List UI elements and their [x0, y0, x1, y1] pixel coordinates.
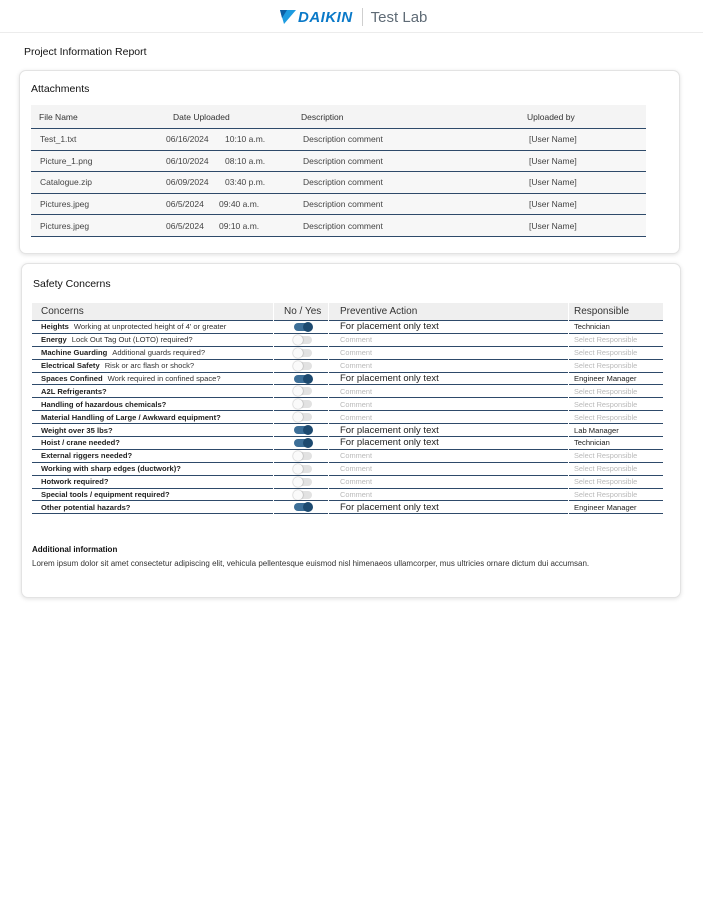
upload-date: 06/5/2024	[166, 220, 204, 231]
safety-concerns-table	[32, 303, 663, 514]
concern	[41, 411, 221, 423]
concern	[41, 437, 120, 449]
responsible-select[interactable]: Select Responsible	[574, 477, 638, 487]
responsible-select[interactable]: Engineer Manager	[574, 374, 637, 383]
concern	[41, 360, 194, 372]
concern	[41, 450, 132, 462]
concern-name: Working with sharp edges (ductwork)?	[41, 464, 181, 474]
concern-name: Hoist / crane needed?	[41, 438, 120, 448]
attachments-card	[19, 70, 680, 254]
upload-time: 08:10 a.m.	[225, 155, 266, 166]
yes-no-toggle[interactable]	[294, 503, 312, 511]
toggle-knob	[303, 502, 313, 512]
column-header-preventive-action: Preventive Action	[340, 306, 418, 317]
safety-concerns-title: Safety Concerns	[33, 278, 111, 290]
concern	[41, 398, 166, 410]
responsible-select[interactable]: Technician	[574, 322, 610, 332]
preventive-action-input[interactable]: For placement only text	[340, 501, 439, 513]
preventive-action-input[interactable]: For placement only text	[340, 437, 439, 449]
yes-no-toggle[interactable]	[294, 413, 312, 421]
attachments-table-header	[31, 105, 646, 129]
upload-date: 06/16/2024	[166, 134, 209, 145]
uploaded-by: [User Name]	[529, 177, 577, 188]
upload-date: 06/5/2024	[166, 199, 204, 210]
yes-no-toggle[interactable]	[294, 465, 312, 473]
upload-time: 09:10 a.m.	[219, 220, 260, 231]
responsible-select[interactable]: Engineer Manager	[574, 502, 637, 512]
yes-no-toggle[interactable]	[294, 400, 312, 408]
brand-name: DAIKIN	[298, 8, 353, 26]
file-name[interactable]: Pictures.jpeg	[40, 199, 90, 210]
toggle-knob	[293, 361, 303, 371]
uploaded-by: [User Name]	[529, 220, 577, 231]
table-row[interactable]	[31, 151, 646, 173]
toggle-knob	[293, 412, 303, 422]
concern-detail: Working at unprotected height of 4' or greater	[73, 322, 227, 332]
responsible-select[interactable]: Select Responsible	[574, 412, 638, 422]
concern	[41, 501, 130, 513]
uploaded-by: [User Name]	[529, 199, 577, 210]
concern-detail: Risk or arc flash or shock?	[104, 361, 195, 371]
responsible-select[interactable]: Select Responsible	[574, 348, 638, 358]
upload-time: 10:10 a.m.	[225, 134, 266, 145]
toggle-knob	[303, 438, 313, 448]
toggle-cell	[294, 360, 312, 372]
column-header-no-yes: No / Yes	[284, 306, 322, 317]
preventive-action-input[interactable]: Comment	[340, 335, 373, 345]
app-name: Test Lab	[370, 8, 428, 26]
column-header-responsible: Responsible	[574, 306, 630, 317]
concern-name: Spaces Confined	[41, 374, 103, 383]
toggle-cell	[294, 411, 312, 423]
uploaded-by: [User Name]	[529, 134, 577, 145]
column-header-concerns: Concerns	[41, 306, 84, 317]
preventive-action-input[interactable]: For placement only text	[340, 373, 439, 384]
daikin-logo-icon	[280, 9, 296, 25]
column-header-file-name[interactable]: File Name	[39, 111, 78, 122]
table-row[interactable]	[31, 172, 646, 194]
brand-divider	[362, 8, 363, 26]
column-header-uploaded-by[interactable]: Uploaded by	[527, 111, 575, 122]
concern-detail: Additional guards required?	[112, 348, 206, 358]
toggle-cell	[294, 476, 312, 488]
brand	[280, 6, 427, 28]
toggle-cell	[294, 450, 312, 462]
toggle-knob	[293, 451, 303, 461]
preventive-action-input[interactable]: Comment	[340, 348, 373, 358]
concern	[41, 347, 205, 359]
toggle-knob	[303, 374, 313, 384]
responsible-select[interactable]: Select Responsible	[574, 386, 638, 396]
additional-info-title: Additional information	[32, 545, 118, 554]
toggle-cell	[294, 321, 312, 333]
responsible-select[interactable]: Select Responsible	[574, 335, 638, 345]
table-row[interactable]	[31, 129, 646, 151]
yes-no-toggle[interactable]	[294, 426, 312, 434]
upload-date: 06/09/2024	[166, 177, 209, 188]
toggle-knob	[293, 477, 303, 487]
file-name[interactable]: Picture_1.png	[40, 155, 93, 166]
preventive-action-input[interactable]: For placement only text	[340, 321, 439, 333]
yes-no-toggle[interactable]	[294, 323, 312, 331]
concern-name: External riggers needed?	[41, 451, 133, 461]
yes-no-toggle[interactable]	[294, 439, 312, 447]
preventive-action-input[interactable]: Comment	[340, 477, 373, 487]
toggle-knob	[293, 464, 303, 474]
top-bar	[0, 0, 703, 33]
concern-name: Electrical Safety	[41, 361, 100, 371]
toggle-knob	[303, 425, 313, 435]
concern-name: Energy	[41, 335, 67, 345]
attachments-table	[31, 105, 646, 237]
yes-no-toggle[interactable]	[294, 478, 312, 486]
preventive-action-input[interactable]: Comment	[340, 464, 373, 474]
column-divider	[568, 303, 569, 516]
toggle-cell	[294, 437, 312, 449]
toggle-knob	[293, 348, 303, 358]
file-name[interactable]: Test_1.txt	[40, 134, 77, 145]
concern	[41, 321, 226, 333]
preventive-action-input[interactable]: Comment	[340, 386, 373, 396]
concern-name: Weight over 35 lbs?	[41, 425, 113, 435]
yes-no-toggle[interactable]	[294, 349, 312, 357]
preventive-action-input[interactable]: Comment	[340, 361, 373, 371]
upload-date: 06/10/2024	[166, 155, 209, 166]
responsible-select[interactable]: Lab Manager	[574, 425, 619, 435]
responsible-select[interactable]: Select Responsible	[574, 464, 638, 474]
file-name[interactable]: Catalogue.zip	[40, 177, 92, 188]
toggle-cell	[294, 463, 312, 475]
uploaded-by: [User Name]	[529, 155, 577, 166]
toggle-knob	[293, 399, 303, 409]
toggle-cell	[294, 373, 312, 385]
toggle-cell	[294, 398, 312, 410]
responsible-select[interactable]: Select Responsible	[574, 490, 638, 500]
responsible-select[interactable]: Select Responsible	[574, 451, 638, 461]
yes-no-toggle[interactable]	[294, 362, 312, 370]
concern	[41, 334, 193, 346]
yes-no-toggle[interactable]	[294, 336, 312, 344]
column-header-date-uploaded[interactable]: Date Uploaded	[173, 111, 230, 122]
responsible-select[interactable]: Select Responsible	[574, 399, 638, 409]
preventive-action-input[interactable]: Comment	[340, 490, 373, 500]
additional-info-text: Lorem ipsum dolor sit amet consectetur adipiscing elit, vehicula pellentesque euismod nisl himenaeos ullamcorper, mus ultricies ornare dictum dui accumsan.	[32, 559, 590, 568]
toggle-cell	[294, 334, 312, 346]
toggle-cell	[294, 385, 312, 397]
preventive-action-input[interactable]: Comment	[340, 451, 373, 461]
column-divider	[273, 303, 274, 516]
concern-detail: Lock Out Tag Out (LOTO) required?	[71, 335, 193, 345]
toggle-knob	[293, 490, 303, 500]
concern	[41, 489, 170, 501]
concern-name: Handling of hazardous chemicals?	[41, 399, 167, 409]
yes-no-toggle[interactable]	[294, 387, 312, 395]
toggle-cell	[294, 489, 312, 501]
concern-name: Special tools / equipment required?	[41, 490, 170, 500]
description: Description comment	[303, 134, 383, 145]
upload-time: 03:40 p.m.	[225, 177, 266, 188]
yes-no-toggle[interactable]	[294, 375, 312, 383]
concern	[41, 373, 221, 385]
column-divider	[328, 303, 329, 516]
table-row[interactable]	[31, 194, 646, 216]
concern	[41, 476, 109, 488]
description: Description comment	[303, 220, 383, 231]
preventive-action-input[interactable]: For placement only text	[340, 424, 439, 436]
preventive-action-input[interactable]: Comment	[340, 412, 373, 422]
toggle-knob	[293, 386, 303, 396]
concern-detail: Work required in confined space?	[107, 374, 221, 383]
upload-time: 09:40 a.m.	[219, 199, 260, 210]
table-row[interactable]	[31, 215, 646, 237]
concern	[41, 463, 181, 475]
toggle-cell	[294, 424, 312, 436]
toggle-cell	[294, 501, 312, 513]
description: Description comment	[303, 199, 383, 210]
responsible-select[interactable]: Technician	[574, 438, 610, 448]
attachments-table-body	[31, 129, 646, 237]
concern	[41, 424, 113, 436]
preventive-action-input[interactable]: Comment	[340, 399, 373, 409]
column-header-description[interactable]: Description	[301, 111, 344, 122]
concern-name: A2L Refrigerants?	[41, 386, 107, 396]
daikin-logo[interactable]	[280, 9, 353, 26]
file-name[interactable]: Pictures.jpeg	[40, 220, 90, 231]
concern	[41, 385, 107, 397]
concern-name: Heights	[41, 322, 69, 332]
toggle-cell	[294, 347, 312, 359]
description: Description comment	[303, 155, 383, 166]
toggle-knob	[293, 335, 303, 345]
page-title: Project Information Report	[24, 46, 147, 58]
yes-no-toggle[interactable]	[294, 491, 312, 499]
yes-no-toggle[interactable]	[294, 452, 312, 460]
concern-name: Hotwork required?	[41, 477, 109, 487]
description: Description comment	[303, 177, 383, 188]
concern-name: Material Handling of Large / Awkward equipment?	[41, 412, 221, 422]
safety-concerns-card	[21, 263, 681, 598]
toggle-knob	[303, 322, 313, 332]
attachments-title: Attachments	[31, 83, 90, 95]
responsible-select[interactable]: Select Responsible	[574, 361, 638, 371]
concern-name: Machine Guarding	[41, 348, 108, 358]
concern-name: Other potential hazards?	[41, 502, 131, 512]
